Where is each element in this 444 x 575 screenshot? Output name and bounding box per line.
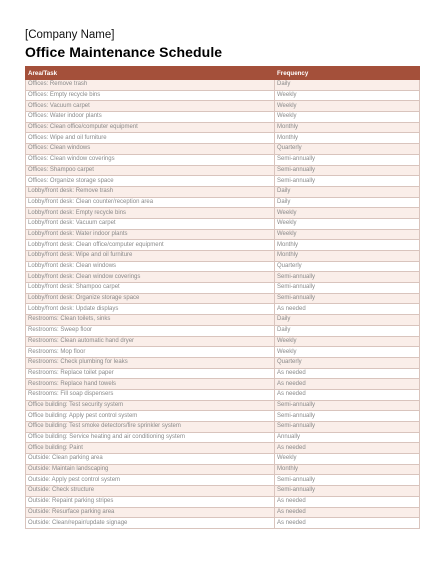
company-name[interactable]: [Company Name] [25, 29, 115, 41]
column-header-area-task[interactable]: Area/Task [26, 67, 275, 80]
table-row [26, 133, 420, 144]
task-cell[interactable]: Office building: Test security system [26, 400, 275, 411]
frequency-cell[interactable]: Weekly [275, 90, 420, 101]
table-row [26, 496, 420, 507]
table-row [26, 315, 420, 326]
frequency-cell[interactable]: Weekly [275, 208, 420, 219]
task-cell[interactable]: Restrooms: Replace toilet paper [26, 368, 275, 379]
task-cell[interactable]: Lobby/front desk: Clean windows [26, 261, 275, 272]
frequency-cell[interactable]: Daily [275, 80, 420, 91]
table-row [26, 90, 420, 101]
frequency-cell[interactable]: Quarterly [275, 144, 420, 155]
task-cell[interactable]: Offices: Water indoor plants [26, 112, 275, 123]
task-cell[interactable]: Outside: Repaint parking stripes [26, 496, 275, 507]
frequency-cell[interactable]: Semi-annually [275, 422, 420, 433]
task-cell[interactable]: Office building: Test smoke detectors/fire sprinkler system [26, 422, 275, 433]
task-cell[interactable]: Lobby/front desk: Clean window coverings [26, 272, 275, 283]
table-row [26, 251, 420, 262]
frequency-cell[interactable]: Daily [275, 325, 420, 336]
frequency-cell[interactable]: Semi-annually [275, 293, 420, 304]
table-row [26, 229, 420, 240]
task-cell[interactable]: Restrooms: Clean automatic hand dryer [26, 336, 275, 347]
frequency-cell[interactable]: Quarterly [275, 357, 420, 368]
frequency-cell[interactable]: As needed [275, 496, 420, 507]
task-cell[interactable]: Offices: Empty recycle bins [26, 90, 275, 101]
task-cell[interactable]: Office building: Apply pest control system [26, 411, 275, 422]
table-row [26, 240, 420, 251]
table-row [26, 208, 420, 219]
table-row [26, 464, 420, 475]
task-cell[interactable]: Offices: Clean windows [26, 144, 275, 155]
table-row [26, 154, 420, 165]
task-cell[interactable]: Offices: Vacuum carpet [26, 101, 275, 112]
table-row [26, 165, 420, 176]
frequency-cell[interactable]: Semi-annually [275, 411, 420, 422]
task-cell[interactable]: Lobby/front desk: Vacuum carpet [26, 218, 275, 229]
task-cell[interactable]: Restrooms: Check plumbing for leaks [26, 357, 275, 368]
task-cell[interactable]: Lobby/front desk: Clean office/computer equipment [26, 240, 275, 251]
frequency-cell[interactable]: As needed [275, 518, 420, 529]
table-row [26, 422, 420, 433]
table-header-row [26, 67, 420, 80]
frequency-cell[interactable]: As needed [275, 368, 420, 379]
frequency-cell[interactable]: Semi-annually [275, 475, 420, 486]
frequency-cell[interactable]: Semi-annually [275, 165, 420, 176]
table-row [26, 347, 420, 358]
frequency-cell[interactable]: As needed [275, 507, 420, 518]
frequency-cell[interactable]: Weekly [275, 336, 420, 347]
frequency-cell[interactable]: Semi-annually [275, 486, 420, 497]
document-page [25, 28, 419, 529]
table-row [26, 454, 420, 465]
task-cell[interactable]: Lobby/front desk: Organize storage space [26, 293, 275, 304]
task-cell[interactable]: Offices: Remove trash [26, 80, 275, 91]
table-row [26, 368, 420, 379]
task-cell[interactable]: Lobby/front desk: Water indoor plants [26, 229, 275, 240]
task-cell[interactable]: Office building: Service heating and air conditioning system [26, 432, 275, 443]
frequency-cell[interactable]: Monthly [275, 251, 420, 262]
table-row [26, 101, 420, 112]
task-cell[interactable]: Restrooms: Replace hand towels [26, 379, 275, 390]
task-cell[interactable]: Outside: Clean parking area [26, 454, 275, 465]
frequency-cell[interactable]: Semi-annually [275, 400, 420, 411]
task-cell[interactable]: Offices: Wipe and oil furniture [26, 133, 275, 144]
frequency-cell[interactable]: Annually [275, 432, 420, 443]
frequency-cell[interactable]: As needed [275, 379, 420, 390]
maintenance-schedule-table [25, 66, 420, 529]
table-row [26, 475, 420, 486]
frequency-cell[interactable]: Daily [275, 186, 420, 197]
frequency-cell[interactable]: As needed [275, 304, 420, 315]
task-cell[interactable]: Lobby/front desk: Wipe and oil furniture [26, 251, 275, 262]
task-cell[interactable]: Offices: Organize storage space [26, 176, 275, 187]
table-row [26, 293, 420, 304]
frequency-cell[interactable]: Monthly [275, 464, 420, 475]
frequency-cell[interactable]: Weekly [275, 229, 420, 240]
table-row [26, 432, 420, 443]
table-row [26, 218, 420, 229]
frequency-cell[interactable]: Quarterly [275, 261, 420, 272]
table-row [26, 176, 420, 187]
table-row [26, 379, 420, 390]
frequency-cell[interactable]: Monthly [275, 133, 420, 144]
table-row [26, 261, 420, 272]
table-row [26, 80, 420, 91]
frequency-cell[interactable]: Weekly [275, 112, 420, 123]
frequency-cell[interactable]: Weekly [275, 101, 420, 112]
frequency-cell[interactable]: Weekly [275, 454, 420, 465]
task-cell[interactable]: Outside: Clean/repair/update signage [26, 518, 275, 529]
task-cell[interactable]: Restrooms: Fill soap dispensers [26, 389, 275, 400]
table-row [26, 400, 420, 411]
table-body [26, 80, 420, 529]
task-cell[interactable]: Offices: Clean office/computer equipment [26, 122, 275, 133]
table-row [26, 357, 420, 368]
task-cell[interactable]: Lobby/front desk: Clean counter/reception area [26, 197, 275, 208]
table-row [26, 507, 420, 518]
task-cell[interactable]: Offices: Clean window coverings [26, 154, 275, 165]
task-cell[interactable]: Lobby/front desk: Shampoo carpet [26, 283, 275, 294]
task-cell[interactable]: Lobby/front desk: Remove trash [26, 186, 275, 197]
task-cell[interactable]: Outside: Apply pest control system [26, 475, 275, 486]
frequency-cell[interactable]: Semi-annually [275, 154, 420, 165]
table-row [26, 304, 420, 315]
task-cell[interactable]: Outside: Check structure [26, 486, 275, 497]
frequency-cell[interactable]: Daily [275, 197, 420, 208]
table-row [26, 186, 420, 197]
frequency-cell[interactable]: Monthly [275, 122, 420, 133]
table-row [26, 443, 420, 454]
task-cell[interactable]: Office building: Paint [26, 443, 275, 454]
frequency-cell[interactable]: Semi-annually [275, 176, 420, 187]
table-row [26, 272, 420, 283]
table-row [26, 518, 420, 529]
table-row [26, 283, 420, 294]
frequency-cell[interactable]: Semi-annually [275, 272, 420, 283]
task-cell[interactable]: Outside: Maintain landscaping [26, 464, 275, 475]
frequency-cell[interactable]: As needed [275, 443, 420, 454]
table-row [26, 486, 420, 497]
task-cell[interactable]: Restrooms: Clean toilets, sinks [26, 315, 275, 326]
table-row [26, 325, 420, 336]
column-header-frequency[interactable]: Frequency [275, 67, 420, 80]
frequency-cell[interactable]: As needed [275, 389, 420, 400]
frequency-cell[interactable]: Daily [275, 315, 420, 326]
task-cell[interactable]: Lobby/front desk: Update displays [26, 304, 275, 315]
frequency-cell[interactable]: Weekly [275, 347, 420, 358]
frequency-cell[interactable]: Monthly [275, 240, 420, 251]
task-cell[interactable]: Restrooms: Mop floor [26, 347, 275, 358]
table-row [26, 336, 420, 347]
frequency-cell[interactable]: Semi-annually [275, 283, 420, 294]
table-row [26, 197, 420, 208]
task-cell[interactable]: Outside: Resurface parking area [26, 507, 275, 518]
table-row [26, 411, 420, 422]
table-row [26, 144, 420, 155]
frequency-cell[interactable]: Weekly [275, 218, 420, 229]
table-row [26, 122, 420, 133]
table-row [26, 112, 420, 123]
task-cell[interactable]: Restrooms: Sweep floor [26, 325, 275, 336]
page-title[interactable]: Office Maintenance Schedule [25, 44, 223, 60]
table-row [26, 389, 420, 400]
task-cell[interactable]: Offices: Shampoo carpet [26, 165, 275, 176]
task-cell[interactable]: Lobby/front desk: Empty recycle bins [26, 208, 275, 219]
